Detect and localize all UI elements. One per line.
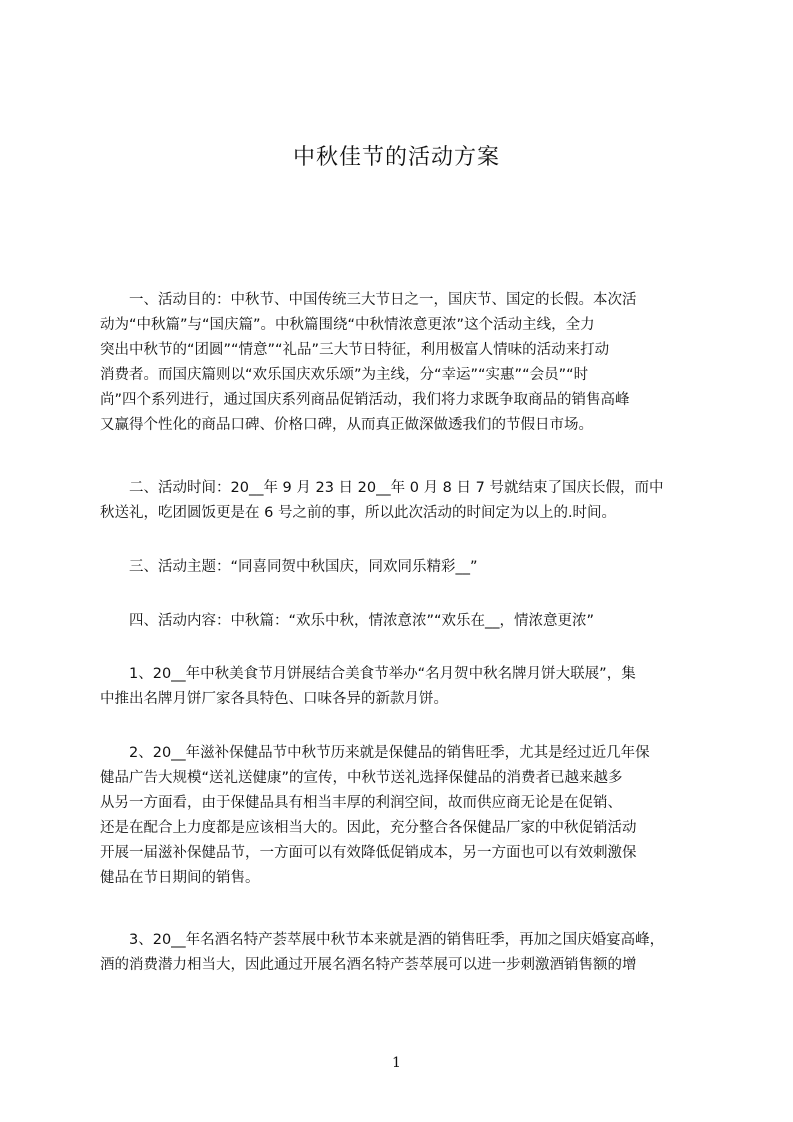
text-line: 还是在配合上力度都是应该相当大的。因此，充分整合各保健品厂家的中秋促销活动: [100, 820, 637, 836]
paragraph-mooncake-exhibition: [100, 662, 720, 712]
text-line: 又赢得个性化的商品口碑、价格口碑，从而真正做深做透我们的节假日市场。: [100, 417, 593, 433]
text-line: 开展一届滋补保健品节，一方面可以有效降低促销成本，另一方面也可以有效刺激保: [100, 845, 637, 861]
paragraph-health-products: [100, 741, 720, 891]
text-line: 动为“中秋篇”与“国庆篇”。中秋篇围绕“中秋情浓意更浓”这个活动主线，全力: [100, 317, 595, 333]
text-line: 三、活动主题：“同喜同贺中秋国庆，同欢同乐精彩__”: [100, 559, 478, 575]
text-line: 健品广告大规模“送礼送健康”的宣传，中秋节送礼选择保健品的消费者已越来越多: [100, 770, 623, 786]
text-line: 突出中秋节的“团圆”“情意”“礼品”三大节日特征，利用极富人情味的活动来打动: [100, 342, 610, 358]
text-line: 1、20__年中秋美食节月饼展结合美食节举办“名月贺中秋名牌月饼大联展”，集: [100, 666, 636, 682]
paragraph-activity-purpose: [100, 288, 720, 438]
paragraph-wine-specialty: [100, 928, 720, 978]
text-line: 中推出名牌月饼厂家各具特色、口味各异的新款月饼。: [100, 691, 448, 707]
text-line: 一、活动目的：中秋节、中国传统三大节日之一，国庆节、国定的长假。本次活: [100, 292, 637, 308]
text-line: 二、活动时间：20__年 9 月 23 日 20__年 0 月 8 日 7 号就结束了国庆长假，而中: [100, 480, 664, 496]
text-line: 健品在节日期间的销售。: [100, 870, 260, 886]
paragraph-activity-theme: [100, 555, 720, 580]
text-line: 3、20__年名酒名特产荟萃展中秋节本来就是酒的销售旺季，再加之国庆婚宴高峰，: [100, 932, 665, 948]
paragraph-activity-content: [100, 609, 720, 634]
text-line: 从另一方面看，由于保健品具有相当丰厚的利润空间，故而供应商无论是在促销、: [100, 795, 622, 811]
text-line: 四、活动内容：中秋篇：“欢乐中秋，情浓意浓”“欢乐在__，情浓意更浓”: [100, 613, 595, 629]
page-number: 1: [392, 1055, 401, 1071]
text-line: 酒的消费潜力相当大，因此通过开展名酒名特产荟萃展可以进一步刺激酒销售额的增: [100, 957, 637, 973]
paragraph-activity-time: [100, 476, 720, 526]
text-line: 消费者。而国庆篇则以“欢乐国庆欢乐颂”为主线，分“幸运”“实惠”“会员”“时: [100, 367, 589, 383]
document-title: 中秋佳节的活动方案: [292, 145, 500, 170]
text-line: 尚”四个系列进行，通过国庆系列商品促销活动，我们将力求既争取商品的销售高峰: [100, 392, 630, 408]
text-line: 秋送礼，吃团圆饭更是在 6 号之前的事，所以此次活动的时间定为以上的.时间。: [100, 505, 617, 521]
text-line: 2、20__年滋补保健品节中秋节历来就是保健品的销售旺季，尤其是经过近几年保: [100, 745, 650, 761]
